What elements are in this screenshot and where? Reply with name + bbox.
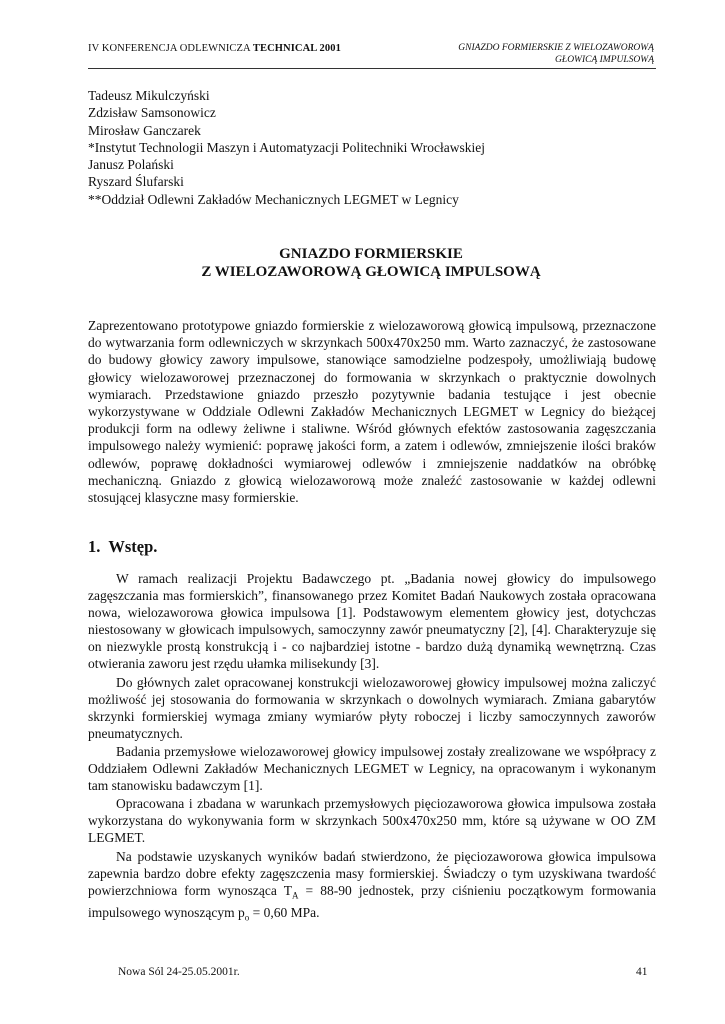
affiliation-line: **Oddział Odlewni Zakładów Mechanicznych LEGMET w Legnicy [88, 191, 459, 207]
header-conference-bold: TECHNICAL 2001 [252, 43, 341, 54]
paragraph-text: Na podstawie uzyskanych wyników badań stwierdzono, że pięciozaworowa głowica impulsowa zapewnia bardzo dobre efekty zagęszczenia masy formierskiej. Świadczy o tym uzyskiwana twardość powierzchniowa form wynosząca T [88, 848, 656, 898]
header-conference [88, 43, 341, 54]
paragraph-text: = 0,60 MPa. [249, 905, 320, 921]
paragraph: Badania przemysłowe wielozaworowej głowicy impulsowej zostały zrealizowane we współpracy z Oddziałem Odlewni Zakładów Mechanicznych LEGMET w Legnicy, na opracowanym i wykonanym tam stanowisku badawczym [1]. [88, 743, 656, 794]
header-title-line1: GNIAZDO FORMIERSKIE Z WIELOZAWOROWĄ [458, 43, 654, 53]
paragraph: W ramach realizacji Projektu Badawczego pt. „Badania nowej głowicy do impulsowego zagęszczania mas formierskich”, finansowanego przez Komitet Badań Naukowych została opracowana nowa, wielozaworowa głowica impulsowa [1]. Podstawowym elementem głowicy jest, dotychczas niestosowany w głowicach impulsowych, samoczynny zawór pneumatyczny [2], [4]. Charakteryzuje się on niezwykle prostą konstrukcją i - co najbardziej istotne - bardzo dużą dynamiką wewnętrzną. Czas otwierania zaworu jest rzędu ułamka milisekundy [3]. [88, 571, 656, 672]
section-number: 1. [88, 537, 101, 556]
author-line: Ryszard Ślufarski [88, 174, 184, 190]
header-paper-title [458, 42, 654, 66]
section-heading [88, 537, 157, 557]
paragraph: Opracowana i zbadana w warunkach przemysłowych pięciozaworowa głowica impulsowa została wykorzystana do wykonywania form w skrzynkach 500x470x250 mm, które są używane w OO ZM LEGMET. [88, 796, 656, 846]
subscript: A [291, 890, 299, 901]
author-line: Zdzisław Samsonowicz [88, 105, 216, 121]
subscript: o [244, 913, 250, 924]
author-line: Mirosław Ganczarek [88, 122, 201, 138]
running-header [88, 40, 656, 69]
paragraph [88, 848, 656, 928]
body-text [88, 570, 656, 928]
paragraph-text: = 88-90 jednostek, przy ciśnieniu początkowym formowania impulsowego wynoszącym p [88, 882, 656, 921]
paper-title [88, 245, 654, 281]
author-line: Tadeusz Mikulczyński [88, 88, 210, 103]
paper-title-line2: Z WIELOZAWOROWĄ GŁOWICĄ IMPULSOWĄ [201, 264, 541, 280]
abstract: Zaprezentowano prototypowe gniazdo formierskie z wielozaworową głowicą impulsową, przeznaczone do wytwarzania form odlewniczych w skrzynkach 500x470x250 mm. Warto zaznaczyć, że zastosowane do budowy głowicy zawory impulsowe, stanowiące samodzielne podzespoły, umożliwiają budowę głowicy wielozaworowej przeznaczonej do formowania w skrzynkach o praktycznie dowolnych wymiarach. Przedstawione gniazdo przeszło pozytywnie badania testujące i jest obecnie wykorzystywane w Oddziale Odlewni Zakładów Mechanicznych LEGMET w Legnicy do bieżącej produkcji form na odlewy żeliwne i staliwne. Wśród głównych efektów zastosowania zagęszczania impulsowego należy wymienić: poprawę jakości form, a zatem i odlewów, zmniejszenie ilości braków odlewów, poprawę dokładności wymiarowej odlewów i zmniejszenie naddatków na obróbkę mechaniczną. Gniazdo z głowicą wielozaworową może znaleźć zastosowanie w każdej odlewni stosującej klasyczne masy formierskie. [88, 318, 656, 506]
page-number: 41 [636, 966, 648, 978]
authors-block [88, 87, 485, 208]
affiliation-line: *Instytut Technologii Maszyn i Automatyzacji Politechniki Wrocławskiej [88, 139, 485, 155]
footer-location-date: Nowa Sól 24-25.05.2001r. [118, 966, 240, 978]
section-title: Wstęp. [108, 537, 158, 556]
paragraph: Do głównych zalet opracowanej konstrukcji wielozaworowej głowicy impulsowej można zaliczyć możliwość jej stosowania do formowania w skrzynkach o dowolnych wymiarach. Zmiana gabarytów skrzynki formierskiej wymaga zmiany wymiarów płyty roboczej i liczby samoczynnych zaworów pneumatycznych. [88, 674, 656, 741]
author-line: Janusz Polański [88, 157, 174, 173]
header-conference-name: IV KONFERENCJA ODLEWNICZA [88, 43, 253, 54]
header-title-line2: GŁOWICĄ IMPULSOWĄ [555, 55, 654, 65]
paper-title-line1: GNIAZDO FORMIERSKIE [279, 246, 463, 262]
